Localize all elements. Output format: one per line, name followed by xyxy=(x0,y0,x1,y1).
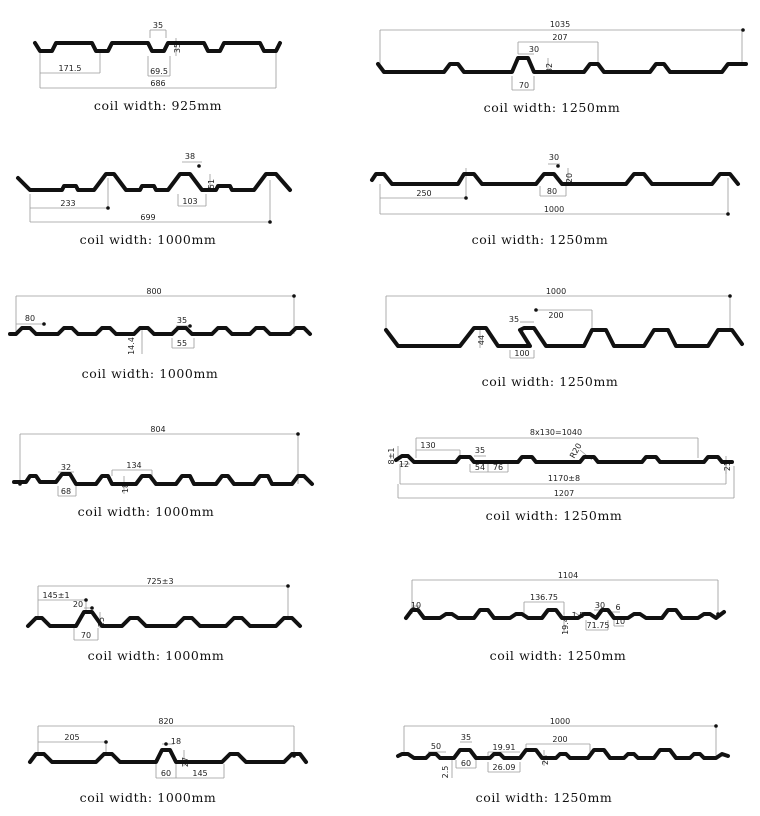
sheet-profile-outline xyxy=(372,174,738,184)
dimension-8-2 xyxy=(416,441,460,456)
dimension-1-3 xyxy=(40,53,100,73)
dimension-endpoint-dot xyxy=(286,584,290,588)
dimension-label: 804 xyxy=(150,425,166,434)
dimension-label: 71.75 xyxy=(586,621,610,630)
coil-width-caption: coil width: 1000mm xyxy=(81,366,219,381)
dimension-endpoint-dot xyxy=(197,164,201,168)
dimension-label: 100 xyxy=(514,349,530,358)
dimension-endpoint-dot xyxy=(556,164,560,168)
profile-panel-1 xyxy=(35,21,280,113)
dimension-4-1 xyxy=(548,153,560,164)
coil-width-caption: coil width: 1250mm xyxy=(485,508,623,523)
coil-width-caption: coil width: 1000mm xyxy=(79,232,217,247)
dimension-5-2 xyxy=(16,314,44,324)
dimension-label: 26.09 xyxy=(492,763,516,772)
dimension-12-7 xyxy=(488,762,520,772)
profile-panel-5 xyxy=(10,287,310,381)
dimension-label: 35 xyxy=(173,42,182,54)
dimension-endpoint-dot xyxy=(188,324,192,328)
coil-width-caption: coil width: 1250mm xyxy=(471,232,609,247)
dimension-endpoint-dot xyxy=(728,294,732,298)
dimension-label: 1035 xyxy=(549,20,571,29)
dimension-label: 35 xyxy=(176,316,188,325)
coil-width-caption: coil width: 1000mm xyxy=(77,504,215,519)
dimension-endpoint-dot xyxy=(104,740,108,744)
dimension-label: 30 xyxy=(594,601,606,610)
dimension-2-3 xyxy=(518,45,539,54)
dimension-12-2 xyxy=(428,742,446,752)
dimension-label: 200 xyxy=(548,311,564,320)
dimension-label: 10 xyxy=(410,601,422,610)
dimension-label: 800 xyxy=(146,287,162,296)
dimension-6-3 xyxy=(509,315,534,324)
coil-width-caption: coil width: 1000mm xyxy=(87,648,225,663)
dimension-label: 1000 xyxy=(549,717,571,726)
dimension-label: 19.4 xyxy=(561,617,570,635)
dimension-label: 103 xyxy=(182,197,198,206)
dimension-6-2 xyxy=(536,310,592,330)
dimension-12-5 xyxy=(441,758,452,778)
dimension-endpoint-dot xyxy=(42,322,46,326)
dimension-label: 134 xyxy=(126,461,142,470)
dimension-4-3 xyxy=(540,186,566,196)
dimension-endpoint-dot xyxy=(534,308,538,312)
dimension-label: 18 xyxy=(121,482,130,494)
coil-width-caption: coil width: 1000mm xyxy=(79,790,217,805)
dimension-label: 35 xyxy=(460,733,472,742)
dimension-label: 35 xyxy=(474,446,486,455)
dimension-label: 145 xyxy=(192,769,208,778)
dimension-6-5 xyxy=(510,349,534,358)
dimension-label: 6 xyxy=(615,603,621,612)
dimension-label: 35 xyxy=(508,315,520,324)
coil-width-caption: coil width: 925mm xyxy=(93,98,223,113)
dimension-label: 1.5 xyxy=(571,611,585,620)
dimension-label: 171.5 xyxy=(58,64,82,73)
dimension-9-1 xyxy=(38,577,288,620)
dimension-label: 200 xyxy=(552,735,568,744)
dimension-8-8 xyxy=(399,460,410,469)
dimension-label: 207 xyxy=(552,33,568,42)
dimension-label: 1207 xyxy=(553,489,575,498)
dimension-label: 76 xyxy=(492,463,504,472)
dimension-label: 145±1 xyxy=(42,591,70,600)
profiles-layer xyxy=(10,20,746,805)
dimension-endpoint-dot xyxy=(84,598,88,602)
dimension-label: 60 xyxy=(160,769,172,778)
dimension-label: 820 xyxy=(158,717,174,726)
dimension-2-1 xyxy=(380,20,742,66)
dimension-8-4 xyxy=(470,463,488,472)
dimension-7-2 xyxy=(58,463,74,472)
dimension-3-1 xyxy=(182,152,202,162)
profile-panel-9 xyxy=(28,577,300,663)
dimension-label: 54 xyxy=(474,463,486,472)
dimension-label: 80 xyxy=(546,187,558,196)
dimension-11-4 xyxy=(181,750,190,767)
dimension-10-8 xyxy=(586,620,609,630)
dimension-11-5 xyxy=(156,764,176,778)
dimension-label: 233 xyxy=(60,199,76,208)
dimension-label: 725±3 xyxy=(146,577,174,586)
dimension-label: 50 xyxy=(430,742,442,751)
dimension-11-2 xyxy=(38,733,106,754)
profile-panel-4 xyxy=(372,153,738,247)
dimension-label: 35 xyxy=(152,21,164,30)
dimension-label: 14.4 xyxy=(127,337,136,355)
dimension-label: 2.5 xyxy=(441,765,450,779)
dimension-label: 25 xyxy=(541,754,550,766)
dimension-label: 55 xyxy=(176,339,188,348)
dimension-8-5 xyxy=(488,463,508,472)
coil-width-caption: coil width: 1250mm xyxy=(483,100,621,115)
sheet-profile-outline xyxy=(398,750,728,758)
dimension-9-5 xyxy=(74,628,98,640)
dimension-label: 10 xyxy=(614,617,626,626)
dimension-label: 8x130=1040 xyxy=(529,428,583,437)
dimension-label: 1170±8 xyxy=(547,474,581,483)
dimension-3-4 xyxy=(30,178,108,208)
dimension-10-1 xyxy=(412,571,718,614)
sheet-profile-outline xyxy=(28,612,300,626)
dimension-label: 130 xyxy=(420,441,436,450)
dimension-5-1 xyxy=(16,287,294,334)
dimension-label: 69.5 xyxy=(150,67,168,76)
profile-panel-11 xyxy=(30,717,306,805)
dimension-label: 19.91 xyxy=(492,743,516,752)
dimension-9-3 xyxy=(73,600,92,609)
dimension-1-4 xyxy=(148,56,170,76)
dimension-label: 44 xyxy=(477,334,486,346)
dimension-label: 70 xyxy=(518,81,530,90)
dimension-label: 25 xyxy=(723,460,732,472)
dimension-1-2 xyxy=(173,38,182,56)
dimension-endpoint-dot xyxy=(714,724,718,728)
dimension-endpoint-dot xyxy=(90,606,94,610)
dimension-5-3 xyxy=(176,316,190,326)
dimension-label: 25 xyxy=(97,616,106,628)
profile-panel-10 xyxy=(406,571,724,663)
dimension-endpoint-dot xyxy=(726,212,730,216)
dimension-endpoint-dot xyxy=(741,28,745,32)
dimension-label: 20 xyxy=(72,600,84,609)
coil-width-caption: coil width: 1250mm xyxy=(475,790,613,805)
dimension-label: 30 xyxy=(548,153,560,162)
dimension-label: 38 xyxy=(184,152,196,161)
dimension-label: 18 xyxy=(170,737,182,746)
sheet-profile-outline xyxy=(30,750,306,762)
profile-panel-6 xyxy=(386,287,742,389)
coil-width-caption: coil width: 1250mm xyxy=(489,648,627,663)
dimension-endpoint-dot xyxy=(464,196,468,200)
dimension-label: 1000 xyxy=(545,287,567,296)
dimension-label: 1104 xyxy=(557,571,579,580)
dimension-label: 27 xyxy=(181,756,190,768)
dimension-label: 30 xyxy=(528,45,540,54)
dimension-12-4 xyxy=(456,759,476,768)
dimension-2-5 xyxy=(512,76,534,90)
dimension-label: 20 xyxy=(565,172,574,184)
dimension-label: 12 xyxy=(398,460,410,469)
sheet-profile-outline xyxy=(386,328,742,346)
coil-width-caption: coil width: 1250mm xyxy=(481,374,619,389)
dimension-5-4 xyxy=(172,338,194,348)
dimension-label: 686 xyxy=(150,79,166,88)
dimension-8-1 xyxy=(416,428,698,458)
dimension-label: 51 xyxy=(207,178,216,190)
dimension-label: 32 xyxy=(60,463,72,472)
dimension-label: 205 xyxy=(64,733,80,742)
sheet-profile-outline xyxy=(406,610,724,618)
sheet-profile-outline xyxy=(10,328,310,334)
profile-panel-12 xyxy=(398,717,728,805)
dimension-6-1 xyxy=(386,287,730,330)
dimension-endpoint-dot xyxy=(296,432,300,436)
dimension-endpoint-dot xyxy=(164,742,168,746)
dimension-label: 136.75 xyxy=(530,593,558,602)
dimension-label: 80 xyxy=(24,314,36,323)
dimension-endpoint-dot xyxy=(268,220,272,224)
dimension-endpoint-dot xyxy=(292,294,296,298)
profile-panel-3 xyxy=(18,152,290,247)
dimension-8-3 xyxy=(474,446,486,456)
dimension-label: 60 xyxy=(460,759,472,768)
dimension-label: 70 xyxy=(80,631,92,640)
dimension-label: 32 xyxy=(545,62,554,74)
dimension-10-7 xyxy=(612,603,621,612)
dimension-3-3 xyxy=(178,194,206,206)
dimension-label: 250 xyxy=(416,189,432,198)
sheet-profile-outline xyxy=(396,456,732,462)
sheet-profile-outline xyxy=(18,174,290,190)
sheet-profile-outline xyxy=(14,474,312,484)
dimension-8-10 xyxy=(400,464,726,484)
dimension-label: 8±1 xyxy=(387,447,396,465)
dimension-label: 1000 xyxy=(543,205,565,214)
dimension-label: 699 xyxy=(140,213,156,222)
sheet-profile-outline xyxy=(35,42,280,54)
dimension-label: R20 xyxy=(568,441,584,460)
dimension-6-4 xyxy=(477,330,486,348)
profile-panel-7 xyxy=(14,425,312,519)
dimension-8-9 xyxy=(723,456,732,474)
dimension-label: 68 xyxy=(60,487,72,496)
dimension-1-1 xyxy=(150,21,166,38)
dimension-7-3 xyxy=(58,486,76,496)
dimension-12-3 xyxy=(460,733,472,742)
sheet-profile-outline xyxy=(378,58,746,72)
profile-panel-8 xyxy=(387,428,734,523)
dimension-endpoint-dot xyxy=(106,206,110,210)
profile-panel-2 xyxy=(378,20,746,115)
